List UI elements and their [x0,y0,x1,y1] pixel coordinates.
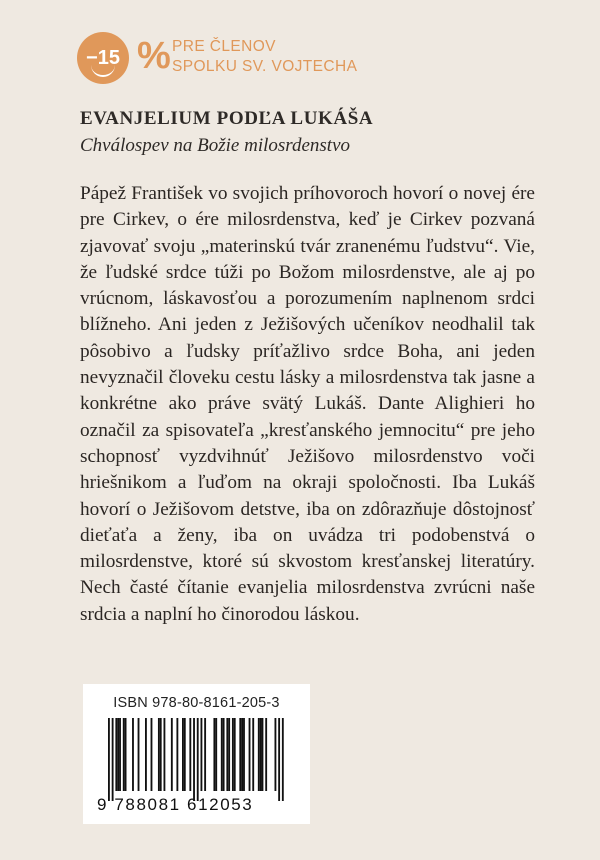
barcode-bar [184,718,186,791]
barcode-bar [260,718,262,791]
barcode-bar [151,718,153,791]
barcode-guard-bar [108,718,110,801]
barcode-bar [258,718,260,791]
barcode-bar [204,718,206,791]
barcode-bar [228,718,230,791]
promo-text [172,37,357,77]
barcode-bar [252,718,254,791]
barcode-bar [234,718,236,791]
barcode-bar [138,718,140,791]
barcode-guard-bar [278,718,280,801]
barcode-guard-bar [282,718,284,801]
barcode-bar [239,718,241,791]
barcode-bar [145,718,147,791]
barcode-bar [160,718,162,791]
barcode-bar [164,718,166,791]
barcode-bar [213,718,215,791]
barcode-bar [117,718,119,791]
barcode-bar [249,718,251,791]
isbn-label: ISBN 978-80-8161-205-3 [113,695,280,711]
barcode-bar [182,718,184,791]
barcode-bar [275,718,277,791]
discount-value: −15 [86,46,120,69]
barcode-bar [201,718,203,791]
barcode-bar [215,718,217,791]
barcode-bar [223,718,225,791]
barcode-bar [241,718,243,791]
barcode-bar [119,718,121,791]
book-description: Pápež František vo svojich príhovoroch hovorí o novej ére pre Cirkev, o ére milosrdenstva, keď je Cirkev pozvaná zjavovať svoju „materinskú tvár zranenému ľudstvu“. Vie, že ľudské srdce túži po Božom milosrdenstve, ale aj po vrúcnom, láskavosťou a porozumením naplnenom srdci blížneho. Ani jeden z Ježišových učeníkov neodhalil tak pôsobivo a ľudsky príťažlivo srdce Boha, ani jeden nevyznačil človeku cestu lásky a milosrdenstva tak jasne a konkrétne ako práve svätý Lukáš. Dante Alighieri ho označil za spisovateľa „kresťanského jemnocitu“ pre jeho schopnosť vyzdvihnúť Ježišovo milosrdenstvo voči hriešnikom a ľuďom na okraji spoločnosti. Iba Lukáš hovorí o Ježišovom detstve, iba on zdôrazňuje dôstojnosť dieťaťa a ženy, iba on uvádza tri podobenstvá o milosrdenstve, ktoré sú skvostom kresťanskej literatúry. Nech časté čítanie evanjelia milosrdenstva zvrúcni naše srdcia a naplní ho činorodou láskou. [80,183,535,625]
barcode-bar [132,718,134,791]
smile-icon [91,65,115,77]
book-title: EVANJELIUM PODĽA LUKÁŠA [80,108,374,129]
barcode-bar [262,718,264,791]
barcode-bar [189,718,191,791]
barcode-bar [221,718,223,791]
book-subtitle: Chválospev na Božie milosrdenstvo [80,135,351,156]
barcode-panel [83,684,310,824]
barcode-bar [115,718,117,791]
barcode-bar [232,718,234,791]
promo-line-2: SPOLKU SV. VOJTECHA [172,58,358,75]
barcode-bar [176,718,178,791]
promo-line-1: PRE ČLENOV [172,38,276,55]
ean-digits: 9 788081 612053 [97,795,254,814]
barcode-bar [171,718,173,791]
barcode-bar [125,718,127,791]
barcode-guard-bar [197,718,199,801]
discount-badge [77,32,129,84]
barcode-guard-bar [193,718,195,801]
barcode-bar [158,718,160,791]
barcode-bar [243,718,245,791]
barcode-bar [265,718,267,791]
barcode-bar [123,718,125,791]
barcode-bar [226,718,228,791]
percent-sign: % [137,35,171,77]
barcode-guard-bar [112,718,114,801]
